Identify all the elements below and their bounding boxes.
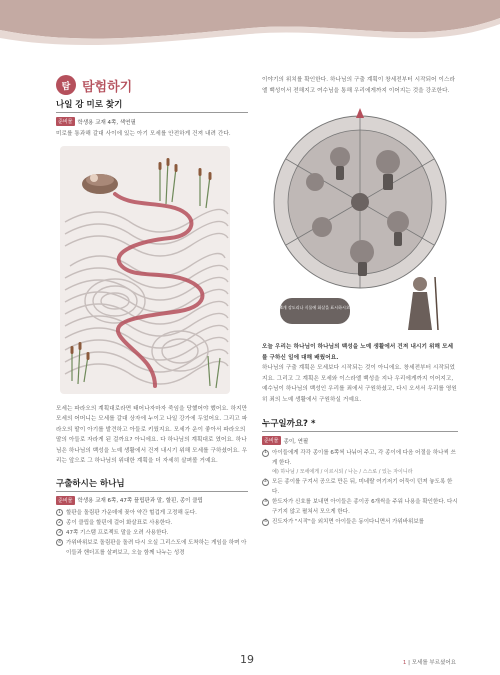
top-decorative-swoosh <box>0 0 500 60</box>
materials-text: 학생용 교재 4쪽, 색연필 <box>77 119 136 126</box>
explore-icon: 탐 <box>56 75 76 95</box>
list-item: 1 아이들에게 각각 종이를 6쪽씩 나눠어 주고, 각 종이에 다음 어절을 하나씩 쓰게 한다. <box>262 448 458 468</box>
maze-paragraph: 모세는 파라오의 계획대로라면 태어나자마자 죽임을 당했어야 했어요. 하지만 모세의 어머니는 모세를 갈대 상자에 누이고 나일 강가에 두었어요. 그리고 파라오의 딸이 아기를 발견하고 아들로 키웠지요. 모세가 운이 좋아서 파라오의 딸의 아들로 자라게 된 걸까요? 아니에요. 다 하나님의 계획대로 였어요. 하나님은 하나님의 백성을 노예 생활에서 건져 내시기 위해 모세를 구하셨어요. 우리는 앞으로 그 하나님의 위대한 계획을 더 자세히 살펴볼 거예요. <box>56 405 248 464</box>
materials-text: 학생용 교재 6쪽, 47쪽 플립판과 말, 할핀, 종이 클립 <box>77 498 203 504</box>
explore-header <box>56 75 132 95</box>
list-item: 3 47쪽 기스탬 프로젝트 말을 오려 사용한다. <box>56 528 248 538</box>
basket-icon <box>82 174 118 194</box>
list-item: 4 가위바위보로 돌림판을 돌려 다시 오실 그리스도에 도착하는 게임을 하며 아이들과 핸더프를 살펴보고, 오늘 함께 나누는 성경 <box>56 538 248 558</box>
left-column <box>56 98 248 558</box>
lesson-highlight: 오늘 우리는 하나님이 하나님의 백성을 노예 생활에서 건져 내시기 위해 모세를 구하신 일에 대해 배웠어요. <box>262 344 454 361</box>
list-item: 1 할판을 돌림판 가운데에 꽂아 약간 헐겁게 고정해 둔다. <box>56 508 248 518</box>
maze-section-title: 나일 강 미로 찾기 <box>56 98 248 113</box>
right-column <box>262 75 458 527</box>
chapter-number: 1 <box>402 660 407 666</box>
planning-materials <box>56 496 248 505</box>
section-title: 탐험하기 <box>82 79 133 95</box>
wheel-center-label: 4개 강도리나 식물에 화살을 표시하시오 <box>280 305 350 310</box>
list-item: 2 종이 클립을 할핀에 걸어 화살표로 사용한다. <box>56 518 248 528</box>
who-section-title: 누구일까요? * <box>262 417 458 432</box>
lesson-paragraph: 하나님의 구출 계획은 모세보다 시작되는 것이 아니에요. 창세전부터 시작되었지요. 그리고 그 계획은 모세와 이스라엘 백성을 지나 우리에게까지 이어지고, 예수님이 하나님의 백성인 우리를 죄에서 구원하셨고, 다시 오셔서 우리를 영원히 죄의 노예 생활에서 구원하실 거예요. <box>262 365 457 403</box>
planning-section-title: 구출하시는 하나님 <box>56 477 248 492</box>
list-item: 2 모든 종이를 구겨서 공으로 만든 뒤, 미네랄 여기저기 어둑이 던져 놓도록 한다. <box>262 477 458 497</box>
list-item: 3 한도자가 신호를 보내면 아이들은 종이공 6개씩을 주워 나용을 확인한다. 다시 구기지 않고 펼쳐서 모으게 한다. <box>262 497 458 517</box>
chapter-title: 모세를 부르셨어요 <box>411 660 456 666</box>
materials-tag: 준비물 <box>58 119 73 125</box>
maze-materials <box>56 117 248 126</box>
example-text: 예) 하나님 / 모세에게 / 이르시되 / 나는 / 스스로 / 있는 자이니라 <box>272 469 413 475</box>
rescue-wheel-illustration <box>270 102 450 332</box>
maze-instruction: 미로를 통과해 갈대 사이에 있는 아기 모세를 안전하게 건져 내려 간다. <box>56 131 231 137</box>
materials-tag: 준비물 <box>264 438 279 444</box>
list-item: 4 진도자가 "시작"을 외치면 아이들은 동이다니면서 가위바위보를 <box>262 517 458 527</box>
page-number: 19 <box>240 653 254 666</box>
maze-illustration <box>60 146 230 394</box>
footer-chapter: 1 | 모세를 부르셨어요 <box>402 660 456 666</box>
materials-text: 종이, 연필 <box>283 438 309 445</box>
who-materials <box>262 436 458 445</box>
intro-text: 이야기의 위치를 확인한다. 하나님의 구출 계획이 창세전부터 시작되어 이스라엘 백성이서 전해지고 여수님을 통해 우리에게까지 이어지는 것을 강조한다. <box>262 77 456 94</box>
materials-tag: 준비물 <box>58 497 73 504</box>
